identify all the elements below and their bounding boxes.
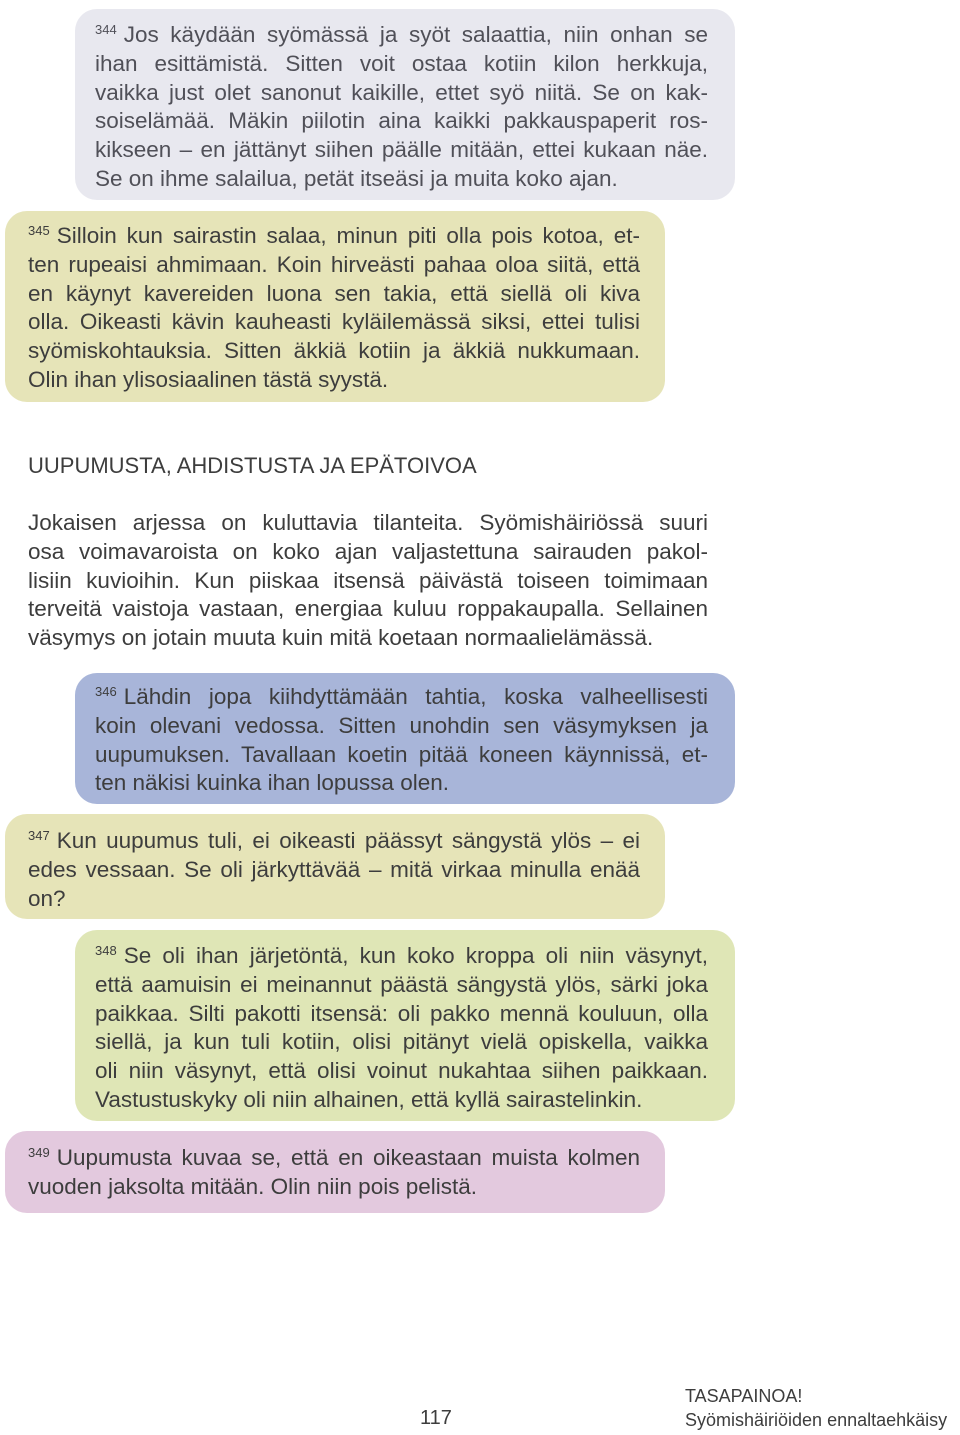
quote-line: kikseen – en jättänyt siihen päälle mitään, ettei kukaan näe. xyxy=(95,137,708,163)
quote-line: Olin ihan ylisosiaalinen tästä syystä. xyxy=(28,366,389,392)
quote-number: 345 xyxy=(28,223,50,238)
body-text-line: osa voimavaroista on koko ajan valjastettuna sairauden pakol- xyxy=(28,538,708,564)
quote-line: $^{349}$ Uupumusta kuvaa se, että en oikeastaan muista kolmen xyxy=(28,1145,640,1170)
publication-info xyxy=(685,1384,947,1432)
quote-line: soiselämää. Mäkin piilotin aina kaikki pakkauspaperit ros- xyxy=(95,108,708,134)
quote-line: olla. Oikeasti kävin kauheasti kyläilemässä siksi, ettei tulisi xyxy=(28,309,640,335)
quote-line: $^{345}$ Silloin kun sairastin salaa, minun piti olla pois kotoa, et- xyxy=(28,223,640,248)
quote-bubble-346 xyxy=(75,673,735,804)
quote-line: syömiskohtauksia. Sitten äkkiä kotiin ja äkkiä nukkumaan. xyxy=(28,338,640,364)
quote-number: 344 xyxy=(95,22,117,37)
quote-line: $^{348}$ Se oli ihan järjetöntä, kun koko kroppa oli niin väsynyt, xyxy=(95,943,708,968)
quote-line: Vastustuskyky oli niin alhainen, että kyllä sairastelinkin. xyxy=(95,1086,643,1112)
quote-bubble-349 xyxy=(5,1131,665,1213)
body-text-line: väsymys on jotain muuta kuin mitä koetaan normaalielämässä. xyxy=(28,625,654,651)
quote-line: ihan esittämistä. Sitten voit ostaa kotiin kilon herkkuja, xyxy=(95,50,708,76)
quote-line: siellä, ja kun tuli kotiin, olisi pitänyt vielä opiskella, vaikka xyxy=(95,1029,708,1055)
quote-number: 348 xyxy=(95,943,117,958)
quote-line: Se on ihme salailua, petät itseäsi ja muita koko ajan. xyxy=(95,165,618,191)
quote-line: $^{344}$ Jos käydään syömässä ja syöt salaattia, niin onhan se xyxy=(95,22,708,47)
section-heading: UUPUMUSTA, AHDISTUSTA JA EPÄTOIVOA xyxy=(28,453,477,478)
quote-line: oli niin väsynyt, että olisi voinut nukahtaa siihen paikkaan. xyxy=(95,1058,708,1084)
quote-line: vaikka just olet sanonut kaikille, ettet syö niitä. Se on kak- xyxy=(95,79,708,105)
section-body xyxy=(28,509,708,653)
publication-subtitle: Syömishäiriöiden ennaltaehkäisy xyxy=(685,1410,948,1430)
quote-number: 347 xyxy=(28,828,50,843)
quote-line: että aamuisin ei meinannut päästä sängystä ylös, särki joka xyxy=(95,971,708,997)
quote-line: en käynyt kavereiden luona sen takia, että siellä oli kiva xyxy=(28,280,640,306)
quote-line: ten näkisi kuinka ihan lopussa olen. xyxy=(95,770,449,796)
quote-bubble-345 xyxy=(5,211,665,402)
publication-title: TASAPAINOA! xyxy=(685,1386,803,1406)
quote-bubble-344 xyxy=(75,9,735,200)
quote-line: $^{347}$ Kun uupumus tuli, ei oikeasti päässyt sängystä ylös – ei xyxy=(28,828,640,853)
quote-line: on? xyxy=(28,885,66,911)
body-text-line: lisiin kuvioihin. Kun piiskaa itsensä päivästä toiseen toimimaan xyxy=(28,567,708,593)
quote-line: paikkaa. Silti pakotti itsensä: oli pakko mennä kouluun, olla xyxy=(95,1000,708,1026)
body-text-line: terveitä vaistoja vastaan, energiaa kuluu roppakaupalla. Sellainen xyxy=(28,596,708,622)
quote-line: uupumuksen. Tavallaan koetin pitää koneen käynnissä, et- xyxy=(95,741,708,767)
quote-bubble-347 xyxy=(5,814,665,919)
quote-line: edes vessaan. Se oli järkyttävää – mitä virkaa minulla enää xyxy=(28,856,640,882)
quote-bubble-348 xyxy=(75,930,735,1121)
quote-number: 349 xyxy=(28,1145,50,1160)
quote-line: vuoden jaksolta mitään. Olin niin pois pelistä. xyxy=(28,1173,478,1199)
page-number: 117 xyxy=(420,1407,452,1429)
quote-line: $^{346}$ Lähdin jopa kiihdyttämään tahtia, koska valheellisesti xyxy=(95,684,708,709)
quote-line: koin olevani vedossa. Sitten unohdin sen väsymyksen ja xyxy=(95,712,708,738)
quote-line: ten rupeaisi ahmimaan. Koin hirveästi pahaa oloa siitä, että xyxy=(28,251,640,277)
body-text-line: Jokaisen arjessa on kuluttavia tilanteita. Syömishäiriössä suuri xyxy=(28,510,708,535)
quote-number: 346 xyxy=(95,684,117,699)
